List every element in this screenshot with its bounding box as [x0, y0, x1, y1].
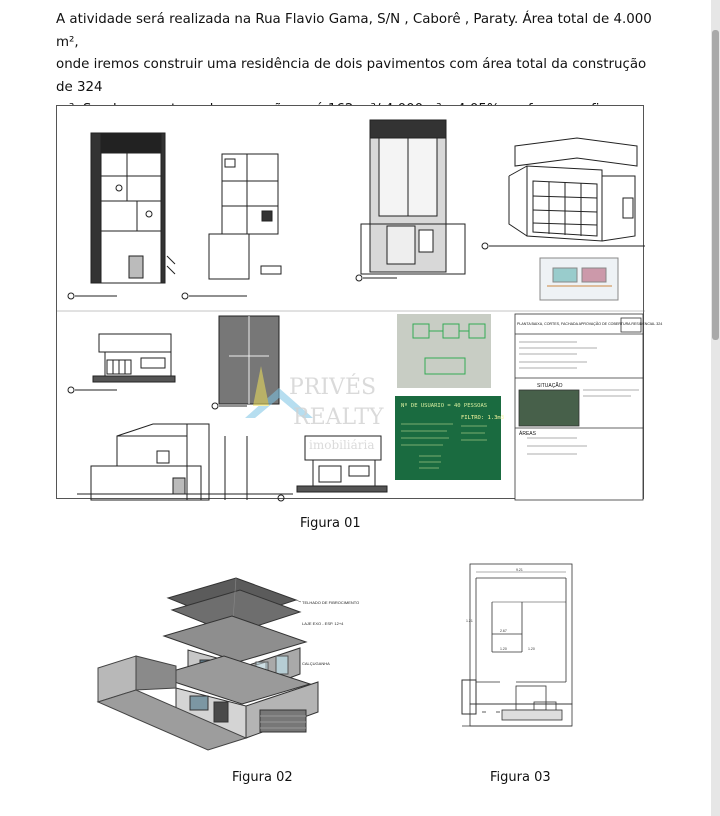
facade-perspective [482, 138, 645, 249]
paragraph-line: onde iremos construir uma residência de dois pavimentos com área total da construção de 324 [56, 57, 647, 95]
plan-photo [397, 314, 491, 388]
figure-02-caption: Figura 02 [232, 770, 293, 785]
title-block [515, 314, 643, 500]
figure-03-caption: Figura 03 [490, 770, 551, 785]
dim-left: 1.21 [466, 619, 473, 623]
isometric-drawing [96, 570, 386, 750]
calculation-panel [395, 396, 504, 480]
watermark-line1: PRIVÉS [289, 375, 377, 400]
figure-01-architectural-sheet [56, 105, 663, 499]
label-slab: LAJE EXO - ESP. 12+4 [302, 621, 344, 626]
label-roof: TELHADO DE FIBROCIMENTO [302, 600, 360, 605]
title-block-header: PLANTA BAIXA, CORTES, FACHADA APROVAÇÃO DE COBERTURA RESIDENCIAL 324 [517, 322, 663, 326]
figure-03-floor-plan [462, 562, 577, 754]
figure-01-caption: Figura 01 [300, 516, 361, 531]
watermark-line2: REALTY [293, 405, 384, 430]
upper-floor-plan [182, 154, 281, 299]
label-balcony: CALÇUGANHA [302, 661, 330, 666]
vertical-scrollbar[interactable] [711, 0, 720, 816]
title-block-areas: ÁREAS [519, 431, 536, 437]
section-view [77, 424, 293, 500]
floor-plan-drawing [462, 562, 577, 754]
title-block-situation: SITUAÇÃO [537, 383, 563, 389]
front-elevation [68, 334, 175, 393]
architectural-drawings [57, 106, 663, 500]
dim-room-b: 1.20 [500, 647, 507, 651]
scrollbar-thumb[interactable] [712, 30, 719, 340]
panel-subtitle: FILTRO: 1.3m3 [461, 415, 505, 421]
dim-room-a: 2.67 [500, 629, 507, 633]
watermark-line3: imobiliária [309, 438, 375, 452]
roof-plan [212, 316, 279, 409]
ground-floor-plan [68, 133, 175, 299]
figure-02-isometric [96, 570, 386, 750]
septic-detail [540, 258, 618, 300]
paragraph-line: A atividade será realizada na Rua Flavio Gama, S/N , Caborê , Paraty. Área total de 4.000 m², [56, 12, 652, 50]
implantation-plan [356, 120, 465, 281]
dim-room-c: 1.20 [528, 647, 535, 651]
dim-top: 9.21 [516, 568, 523, 572]
panel-title: Nº DE USUARIO = 40 PESSOAS [401, 403, 488, 409]
